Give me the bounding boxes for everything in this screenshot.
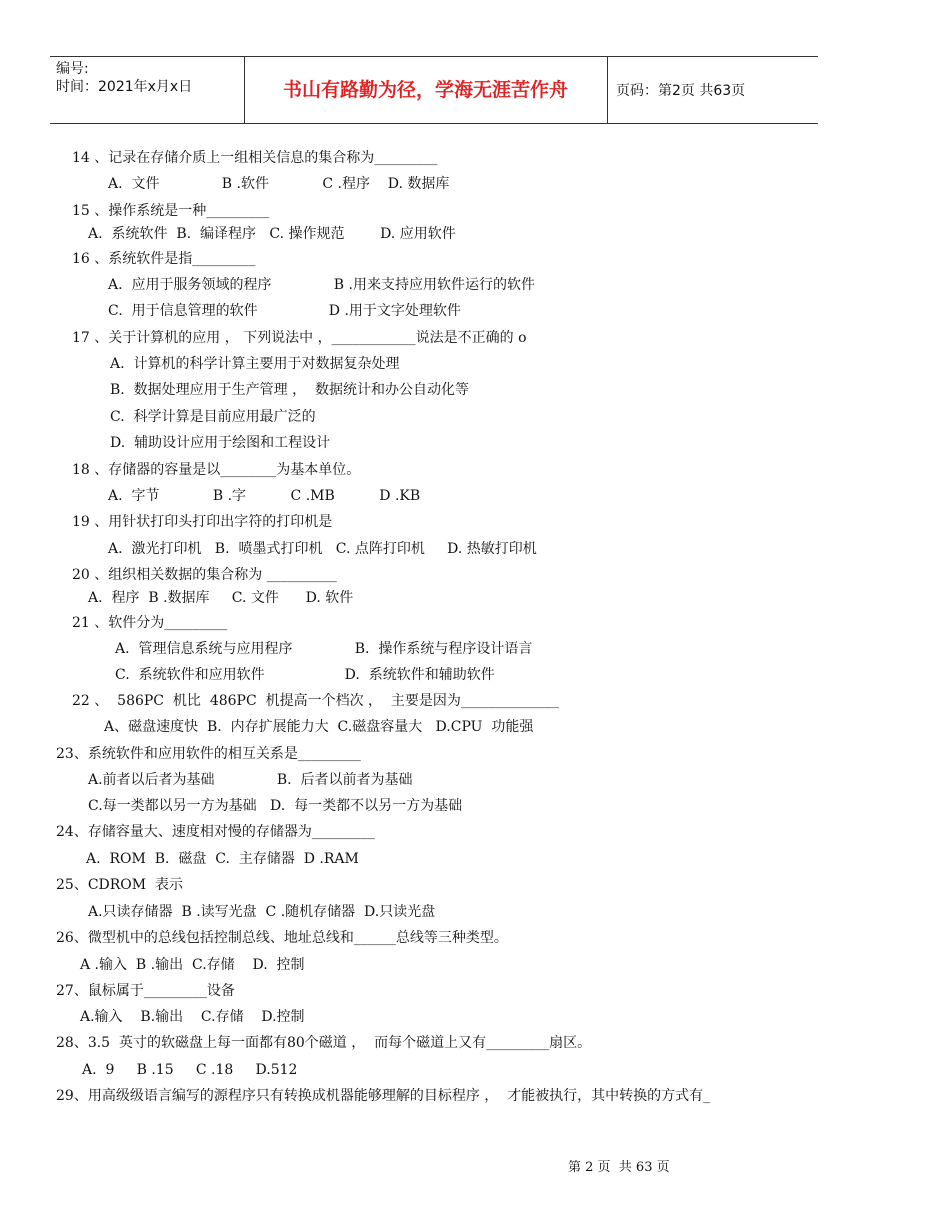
option-line: A、磁盘速度快 B. 内存扩展能力大 C.磁盘容量大 D.CPU 功能强 (104, 719, 534, 735)
option-line: A. 9 B .15 C .18 D.512 (82, 1062, 298, 1078)
question-line: 18 、存储器的容量是以________为基本单位。 (72, 462, 361, 478)
question-line: 25、CDROM 表示 (56, 877, 184, 893)
header-divider (607, 57, 608, 123)
question-line: 15 、操作系统是一种_________ (72, 203, 270, 219)
time-label: 时间：2021年x月x日 (56, 79, 193, 95)
option-line: C. 用于信息管理的软件 D .用于文字处理软件 (108, 303, 461, 319)
header-left (56, 60, 192, 96)
option-line: A. 计算机的科学计算主要用于对数据复杂处理 (110, 356, 400, 372)
option-line: C.每一类都以另一方为基础 D. 每一类都不以另一方为基础 (88, 798, 463, 814)
question-line: 22 、 586PC 机比 486PC 机提高一个档次 ， 主要是因为______________ (72, 693, 559, 709)
option-line: A. 应用于服务领域的程序 B .用来支持应用软件运行的软件 (108, 277, 535, 293)
question-line: 20 、组织相关数据的集合称为 __________ (72, 567, 337, 583)
question-line: 17 、关于计算机的应用 ， 下列说法中 ，____________说法是不正确的 o (72, 330, 527, 346)
option-line: C. 系统软件和应用软件 D. 系统软件和辅助软件 (115, 667, 495, 683)
question-line: 23、系统软件和应用软件的相互关系是_________ (56, 746, 361, 762)
option-line: A. 系统软件 B. 编译程序 C. 操作规范 D. 应用软件 (88, 226, 456, 242)
option-line: D. 辅助设计应用于绘图和工程设计 (110, 435, 331, 451)
option-line: A.前者以后者为基础 B. 后者以前者为基础 (88, 772, 413, 788)
question-line: 28、3.5 英寸的软磁盘上每一面都有80个磁道 ， 而每个磁道上又有_________扇区。 (56, 1035, 592, 1051)
question-line: 16 、系统软件是指_________ (72, 251, 256, 267)
question-line: 21 、软件分为_________ (72, 615, 228, 631)
page-footer: 第 2 页 共 63 页 (568, 1160, 670, 1175)
option-line: A. 文件 B .软件 C .程序 D. 数据库 (108, 176, 450, 192)
option-line: C. 科学计算是目前应用最广泛的 (110, 409, 316, 425)
option-line: A. ROM B. 磁盘 C. 主存储器 D .RAM (86, 851, 359, 867)
question-line: 27、鼠标属于_________设备 (56, 983, 235, 999)
number-label: 编号: (56, 61, 89, 77)
option-line: A.输入 B.输出 C.存储 D.控制 (80, 1009, 305, 1025)
option-line: A. 字节 B .字 C .MB D .KB (108, 488, 421, 504)
question-line: 26、微型机中的总线包括控制总线、地址总线和______总线等三种类型。 (56, 930, 508, 946)
header-motto: 书山有路勤为径，学海无涯苦作舟 (282, 79, 568, 101)
question-line: 29、用高级级语言编写的源程序只有转换成机器能够理解的目标程序 ， 才能被执行，其中转换的方式有_ (56, 1088, 711, 1104)
option-line: B. 数据处理应用于生产管理 ， 数据统计和办公自动化等 (110, 382, 469, 398)
question-line: 24、存储容量大、速度相对慢的存储器为_________ (56, 824, 375, 840)
question-line: 19 、用针状打印头打印出字符的打印机是 (72, 514, 333, 530)
question-line: 14 、记录在存储介质上一组相关信息的集合称为_________ (72, 150, 438, 166)
page-header (50, 56, 818, 124)
option-line: A. 管理信息系统与应用程序 B. 操作系统与程序设计语言 (115, 641, 533, 657)
option-line: A.只读存储器 B .读写光盘 C .随机存储器 D.只读光盘 (88, 904, 436, 920)
option-line: A .输入 B .输出 C.存储 D. 控制 (80, 957, 305, 973)
option-line: A. 激光打印机 B. 喷墨式打印机 C. 点阵打印机 D. 热敏打印机 (108, 541, 537, 557)
header-page-label: 页码：第2页 共63页 (616, 83, 746, 99)
option-line: A. 程序 B .数据库 C. 文件 D. 软件 (88, 590, 354, 606)
